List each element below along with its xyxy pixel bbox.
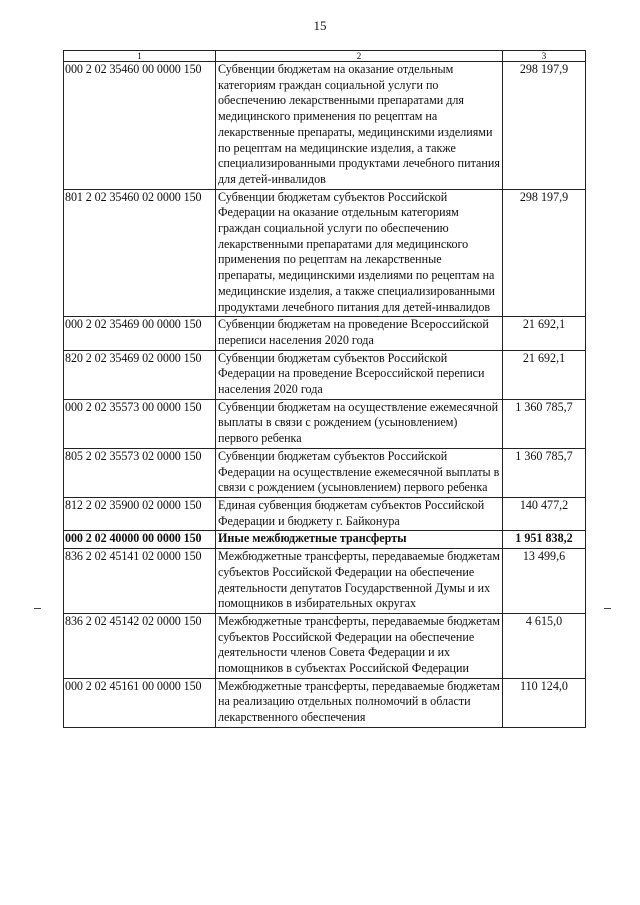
table-row [64,678,586,727]
revenue-item-name: Субвенции бюджетам субъектов Российской Федерации на оказание отдельным категориям граждан социальной услуги по обеспечению лекарственными препаратами для медицинского применения по рецептам на лекарственные препараты, медицинскими изделиями по рецептам на медицинские изделия, а также специализированными продуктами лечебного питания для детей-инвалидов [216,189,503,317]
revenue-item-name: Субвенции бюджетам на оказание отдельным категориям граждан социальной услуги по обеспечению лекарственными препаратами для медицинского применения по рецептам на лекарственные препараты, медицинскими изделиями по рецептам на медицинские изделия, а также специализированными продуктами лечебного питания для детей-инвалидов [216,62,503,190]
table-row [64,399,586,448]
revenue-item-name: Субвенции бюджетам на осуществление ежемесячной выплаты в связи с рождением (усыновлением) первого ребенка [216,399,503,448]
amount-value: 1 360 785,7 [503,399,586,448]
budget-classification-code: 000 2 02 40000 00 0000 150 [64,531,216,549]
budget-classification-code: 801 2 02 35460 02 0000 150 [64,189,216,317]
table-body [64,62,586,728]
revenue-item-name: Субвенции бюджетам субъектов Российской Федерации на осуществление ежемесячной выплаты в связи с рождением (усыновлением) первого ребенка [216,448,503,497]
revenue-item-name: Иные межбюджетные трансферты [216,531,503,549]
page-number: 15 [313,18,327,33]
table-row [64,531,586,549]
budget-classification-code: 836 2 02 45141 02 0000 150 [64,549,216,614]
margin-mark-right [604,608,611,609]
revenue-item-name: Межбюджетные трансферты, передаваемые бюджетам субъектов Российской Федерации на обеспечение деятельности депутатов Государственной Думы и их помощников в избирательных округах [216,549,503,614]
table-row [64,613,586,678]
budget-classification-code: 000 2 02 35460 00 0000 150 [64,62,216,190]
table-row [64,317,586,350]
budget-classification-code: 836 2 02 45142 02 0000 150 [64,613,216,678]
budget-classification-code: 805 2 02 35573 02 0000 150 [64,448,216,497]
table-row [64,448,586,497]
margin-mark-left [34,608,41,609]
budget-classification-code: 812 2 02 35900 02 0000 150 [64,497,216,530]
revenue-item-name: Субвенции бюджетам на проведение Всероссийской переписи населения 2020 года [216,317,503,350]
amount-value: 4 615,0 [503,613,586,678]
amount-value: 1 951 838,2 [503,531,586,549]
amount-value: 110 124,0 [503,678,586,727]
table-row [64,350,586,399]
table-header-row [64,51,586,62]
budget-classification-code: 000 2 02 35573 00 0000 150 [64,399,216,448]
amount-value: 21 692,1 [503,350,586,399]
column-header-name: 2 [216,51,503,62]
budget-classification-code: 820 2 02 35469 02 0000 150 [64,350,216,399]
amount-value: 140 477,2 [503,497,586,530]
budget-revenue-table [63,50,586,728]
budget-classification-code: 000 2 02 45161 00 0000 150 [64,678,216,727]
table-row [64,549,586,614]
amount-value: 13 499,6 [503,549,586,614]
table-row [64,497,586,530]
budget-classification-code: 000 2 02 35469 00 0000 150 [64,317,216,350]
column-header-amount: 3 [503,51,586,62]
amount-value: 21 692,1 [503,317,586,350]
amount-value: 298 197,9 [503,189,586,317]
revenue-item-name: Межбюджетные трансферты, передаваемые бюджетам на реализацию отдельных полномочий в области лекарственного обеспечения [216,678,503,727]
table-row [64,189,586,317]
table-row [64,62,586,190]
amount-value: 1 360 785,7 [503,448,586,497]
column-header-code: 1 [64,51,216,62]
amount-value: 298 197,9 [503,62,586,190]
revenue-item-name: Единая субвенция бюджетам субъектов Российской Федерации и бюджету г. Байконура [216,497,503,530]
revenue-item-name: Межбюджетные трансферты, передаваемые бюджетам субъектов Российской Федерации на обеспечение деятельности членов Совета Федерации и их помощников в субъектах Российской Федерации [216,613,503,678]
revenue-item-name: Субвенции бюджетам субъектов Российской Федерации на проведение Всероссийской переписи населения 2020 года [216,350,503,399]
